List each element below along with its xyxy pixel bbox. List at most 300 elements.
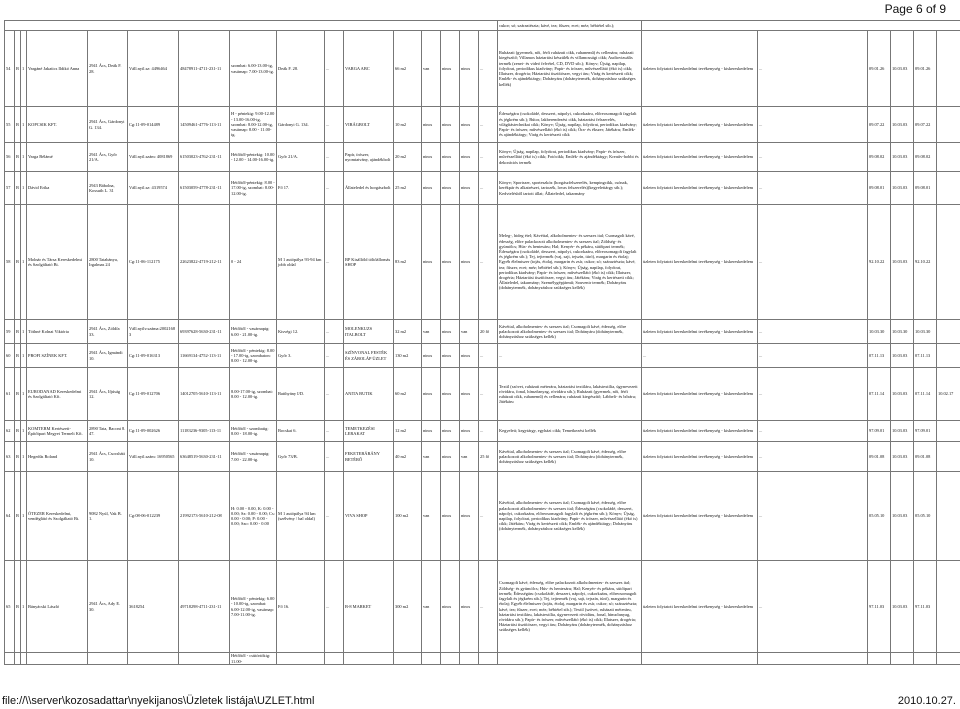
row-flag: B bbox=[15, 205, 21, 320]
shop-location: Gárdonyi G. 134. bbox=[277, 107, 325, 143]
flag-c3: nincs bbox=[460, 561, 479, 653]
goods-cell: Meleg-, hideg étel; Kávéital, alkoholmentes- és szeszes ital; Csomagolt kávé, édesség, előre palackozott alkoholmentes- és szeszes ital; Zöldség- és gyümölcs; Hús- és hentesáru; Hal; Kenyér- és pékáru, sütőipari termék; Édességáru (csokoládé, desszert, nápolyi, cukorkaáru, előreosomagolt fagylalt és jégkrém stb.); Tej, tejtermék (vaj, sajt, tejszín, túró), margarin és étolaj; Egyéb élelmiszer (tojás, étolaj, margarin és zsír, cukor; só; száraztészta; kávé, tea; fűszer, ecet; méz; bébiétel stb.); Könyv; Újság, napilap, folyóirat, periodikus kiadvány; Papír- és írószer, művészellátó (ékó is) cikk; Illatszer, drogéria; Háztartási tisztítószer, vegyi áru; Játékáru; Virág és kertészeti cikk; Állateledel, takarmány; Személygépjármű; Souvenir termék; Dohányáru (dohánytermék, dohányzáshoz szükséges kellék) bbox=[498, 205, 642, 320]
owner-name: Dávid Erika bbox=[27, 172, 88, 205]
location-extra: ... bbox=[325, 320, 344, 344]
date-2: 10.03.03 bbox=[891, 561, 914, 653]
date-3: 09.01.26 bbox=[914, 31, 937, 107]
date-2: 10.03.03 bbox=[891, 31, 914, 107]
flag-c2: nincs bbox=[441, 205, 460, 320]
table-row bbox=[5, 653, 960, 665]
date-3: 07.11.14 bbox=[914, 368, 937, 421]
date-4: 10.02.17 bbox=[937, 368, 960, 421]
activity-type: üzleten folytatott kereskedelmi tevékenység - kiskereskedelem bbox=[642, 442, 758, 472]
date-4 bbox=[937, 344, 960, 368]
location-extra: ... bbox=[325, 368, 344, 421]
tax-number: 48478911-4711-231-11 bbox=[179, 31, 230, 107]
opening-hours: szombat: 6.00-13.00-ig, vasárnap: 7.00-13.00-ig. bbox=[230, 31, 277, 107]
flag-c3 bbox=[460, 653, 479, 665]
activity-extra: ... bbox=[758, 172, 868, 205]
date-4 bbox=[937, 653, 960, 665]
row-flag: B bbox=[15, 421, 21, 442]
floor-area: 40 m2 bbox=[394, 442, 422, 472]
flag-c2: nincs bbox=[441, 344, 460, 368]
flag-c1: van bbox=[422, 320, 441, 344]
page-number: Page 6 of 9 bbox=[884, 2, 946, 16]
location-extra: ... bbox=[325, 143, 344, 172]
flag-c1: nincs bbox=[422, 205, 441, 320]
owner-name: PROFI SZÍNEK KFT. bbox=[27, 344, 88, 368]
date-2: 10.03.03 bbox=[891, 421, 914, 442]
flag-c4: ... bbox=[479, 368, 498, 421]
date-1: 07.11.13 bbox=[868, 344, 891, 368]
flag-c1 bbox=[422, 653, 441, 665]
registry-number: Váll.nyil.szám: 16950565 bbox=[128, 442, 179, 472]
date-2: 10.03.30 bbox=[891, 320, 914, 344]
tax-number: 49718298-4711-231-11 bbox=[179, 561, 230, 653]
flag-c3: nincs bbox=[460, 143, 479, 172]
floor-area: 32 m2 bbox=[394, 320, 422, 344]
tax-number: 14012705-5610-113-11 bbox=[179, 368, 230, 421]
flag-c2: nincs bbox=[441, 561, 460, 653]
flag-c4: ... bbox=[479, 143, 498, 172]
date-1: 09.08.02 bbox=[868, 143, 891, 172]
flag-c4: ... bbox=[479, 107, 498, 143]
row-flag: B bbox=[15, 107, 21, 143]
date-1: 09.01.08 bbox=[868, 442, 891, 472]
flag-c3: van bbox=[460, 320, 479, 344]
activity-extra: ... bbox=[758, 205, 868, 320]
table-row bbox=[5, 561, 960, 653]
date-2: 10.03.03 bbox=[891, 442, 914, 472]
goods-cell: Édességáru (csokoládé, desszert, nápolyi, cukorkaáru, előreosomagolt fagylalt és jégkrém stb.); Bútor, lakberendezési cikk, háztartási felszerelés, világítástechnikai cikk; Könyv; Újság, napilap, folyóirat, periodikus kiadvány; Papír- és írószer, művészellátó (ékó is) cikk; Óra- és ékszer; Játékáru; Emlék- és ajándéktárgy; Virág és kertészeti cikk bbox=[498, 107, 642, 143]
table-row bbox=[5, 143, 960, 172]
goods-cell: Könyv; Sportszer, sporteszköz (horgászfelszerelés, kempingcikk, csónak, kerékpár és alkatrészei, tartozék, lovas felszerelés)(kegyelettárgy stb.); Kedvtelésből tartott állat; Állateledel, takarmány bbox=[498, 172, 642, 205]
date-2: 10.03.03 bbox=[891, 368, 914, 421]
floor-area: 10 m2 bbox=[394, 107, 422, 143]
flag-c1: nincs bbox=[422, 368, 441, 421]
owner-name: Hegedűs Roland bbox=[27, 442, 88, 472]
row-number: 64 bbox=[5, 472, 15, 561]
owner-name: KOPCSIK KFT. bbox=[27, 107, 88, 143]
row-flag: B bbox=[15, 31, 21, 107]
shop-location: Győr 3. bbox=[277, 344, 325, 368]
registry-number: Cg:11-06-112175 bbox=[128, 205, 179, 320]
shop-name bbox=[344, 653, 394, 665]
activity-type: ... bbox=[642, 344, 758, 368]
row-flag: B bbox=[15, 561, 21, 653]
location-extra: ... bbox=[325, 421, 344, 442]
location-extra: ... bbox=[325, 172, 344, 205]
flag-c4: ... bbox=[479, 31, 498, 107]
flag-c2: nincs bbox=[441, 143, 460, 172]
row-number bbox=[5, 653, 15, 665]
flag-c1: van bbox=[422, 472, 441, 561]
flag-c1: van bbox=[422, 561, 441, 653]
date-4 bbox=[937, 107, 960, 143]
row-flag: B bbox=[15, 143, 21, 172]
flag-c4: 25 fő bbox=[479, 442, 498, 472]
floor-area: 25 m2 bbox=[394, 172, 422, 205]
tax-number: 69397628-5630-231-11 bbox=[179, 320, 230, 344]
shop-location: Batthyány I/D. bbox=[277, 368, 325, 421]
tax-number: 63648519-5630-231-11 bbox=[179, 442, 230, 472]
owner-address: 2941 Ács, Igmándi 10. bbox=[88, 344, 128, 368]
activity-extra: ... bbox=[758, 561, 868, 653]
owner-address: 2943 Bábolna, Kossuth L. 31 bbox=[88, 172, 128, 205]
date-3: 07.11.13 bbox=[914, 344, 937, 368]
flag-c2: nincs bbox=[441, 368, 460, 421]
flag-c1: van bbox=[422, 442, 441, 472]
date-3: 05.05.10 bbox=[914, 472, 937, 561]
tax-number: 61503023-4762-231-11 bbox=[179, 143, 230, 172]
flag-c2 bbox=[441, 653, 460, 665]
flag-c3: nincs bbox=[460, 107, 479, 143]
shop-name: VARGA ABC bbox=[344, 31, 394, 107]
flag-c3: nincs bbox=[460, 172, 479, 205]
activity-extra: ... bbox=[758, 368, 868, 421]
shop-name: FEKETEBÁRÁNY BETÉRŐ bbox=[344, 442, 394, 472]
floor-area: 66 m2 bbox=[394, 31, 422, 107]
floor-area: 20 m2 bbox=[394, 143, 422, 172]
flag-c3: nincs bbox=[460, 472, 479, 561]
owner-name: KOMTERM Kertészeti-Építőipari Megyei Termelt Kft. bbox=[27, 421, 88, 442]
owner-address: 2941 Ács, Ady E. 30. bbox=[88, 561, 128, 653]
table-row bbox=[5, 472, 960, 561]
floor-area: 60 m2 bbox=[394, 368, 422, 421]
owner-name: EURODANAD Kereskedelmi és Szolgáltató Kft. bbox=[27, 368, 88, 421]
table-row bbox=[5, 421, 960, 442]
flag-c4: ... bbox=[479, 472, 498, 561]
shop-location: Fő 17. bbox=[277, 172, 325, 205]
shop-name: MOLENKUZS ITALBOLT bbox=[344, 320, 394, 344]
date-3: 09.08.01 bbox=[914, 172, 937, 205]
tax-number: 22623822-4719-212-11 bbox=[179, 205, 230, 320]
registry-number: Cg:11-09-012706 bbox=[128, 368, 179, 421]
registry-number: Váll.nyil.sz: 4496464 bbox=[128, 31, 179, 107]
date-4 bbox=[937, 205, 960, 320]
tax-number: 11669134-4752-113-11 bbox=[179, 344, 230, 368]
row-col: 1 bbox=[21, 472, 27, 561]
activity-extra bbox=[758, 653, 868, 665]
activity-type: üzleten folytatott kereskedelmi tevékenység - kiskereskedelem bbox=[642, 421, 758, 442]
date-1 bbox=[868, 653, 891, 665]
goods-cell bbox=[498, 653, 642, 665]
activity-type: üzleten folytatott kereskedelmi tevékenység - kiskereskedelem bbox=[642, 31, 758, 107]
shop-name: TEMETKEZÉSI LERAKAT bbox=[344, 421, 394, 442]
opening-hours: H - péntekig: 9.00-12.00 - 13.00-16.00-ig, szombat: 8.00-12.00-ig, vasárnap: 8.00 - 11.00-ig. bbox=[230, 107, 277, 143]
flag-c3: nincs bbox=[460, 344, 479, 368]
floor-area: 300 m2 bbox=[394, 561, 422, 653]
registry-number: Váll.nyil.sz: 4319574 bbox=[128, 172, 179, 205]
flag-c2: nincs bbox=[441, 107, 460, 143]
table-row bbox=[5, 172, 960, 205]
registry-number: Cg:08-06-012239 bbox=[128, 472, 179, 561]
tax-number: 21992173-5610-212-08 bbox=[179, 472, 230, 561]
shop-location: M 1 autópálya 93-94 km jobb oldal bbox=[277, 205, 325, 320]
row-col: 1 bbox=[21, 172, 27, 205]
owner-address: 9082 Nyúl, Vak B. 1. bbox=[88, 472, 128, 561]
shop-location: Győr 21/A. bbox=[277, 143, 325, 172]
date-1: 97.09.01 bbox=[868, 421, 891, 442]
date-4 bbox=[937, 472, 960, 561]
date-1: 10.03.30 bbox=[868, 320, 891, 344]
row-col: 1 bbox=[21, 320, 27, 344]
shop-name: VIVA SHOP bbox=[344, 472, 394, 561]
flag-c3: van bbox=[460, 442, 479, 472]
activity-extra: ... bbox=[758, 344, 868, 368]
tax-number: 61503059-4778-231-11 bbox=[179, 172, 230, 205]
date-2 bbox=[891, 653, 914, 665]
flag-c4: ... bbox=[479, 344, 498, 368]
location-extra bbox=[325, 653, 344, 665]
flag-c4: ... bbox=[479, 172, 498, 205]
shop-location: Győr 73/B. bbox=[277, 442, 325, 472]
shop-location: M 1 autópálya 94 km (szélvény / bal oldal) bbox=[277, 472, 325, 561]
row-number: 63 bbox=[5, 442, 15, 472]
row-number: 57 bbox=[5, 172, 15, 205]
flag-c2: nincs bbox=[441, 31, 460, 107]
registry-number: Cg:11-09-002626 bbox=[128, 421, 179, 442]
table-row bbox=[5, 205, 960, 320]
shop-name: ANITA BUTIK bbox=[344, 368, 394, 421]
tax-number: 11183236-9305-113-11 bbox=[179, 421, 230, 442]
registry-number: Cg:11-09-014489 bbox=[128, 107, 179, 143]
flag-c1: nincs bbox=[422, 421, 441, 442]
flag-c2: nincs bbox=[441, 442, 460, 472]
flag-c1: nincs bbox=[422, 344, 441, 368]
print-date: 2010.10.27. bbox=[897, 695, 956, 707]
floor-area: 100 m2 bbox=[394, 472, 422, 561]
row-col: 1 bbox=[21, 143, 27, 172]
table-row bbox=[5, 320, 960, 344]
shop-name: Állateledel és horgászbolt bbox=[344, 172, 394, 205]
shop-name: Papír, írószer, nyomtatvány, ajándékbolt bbox=[344, 143, 394, 172]
floor-area bbox=[394, 653, 422, 665]
flag-c2: nincs bbox=[441, 320, 460, 344]
shop-register-sheet bbox=[4, 20, 956, 665]
row-flag: B bbox=[15, 172, 21, 205]
row-col: 1 bbox=[21, 368, 27, 421]
activity-extra: ... bbox=[758, 143, 868, 172]
activity-type: üzleten folytatott kereskedelmi tevékenység - kiskereskedelem bbox=[642, 205, 758, 320]
row-number: 58 bbox=[5, 205, 15, 320]
flag-c3: nincs bbox=[460, 368, 479, 421]
row-col: 1 bbox=[21, 31, 27, 107]
date-4 bbox=[937, 143, 960, 172]
owner-address bbox=[88, 653, 128, 665]
flag-c1: van bbox=[422, 31, 441, 107]
row-flag: B bbox=[15, 368, 21, 421]
goods-cell: cukor; só; száraztészta; kávé, tea; fűszer, ecet; méz; bébiétel stb.); bbox=[498, 21, 642, 31]
shop-location: Kisvégi 12. bbox=[277, 320, 325, 344]
goods-cell: Textil (szövet, ruházati méteráru, háztartási textiláru, lakástextília, úgynevezett rövidáru, fonal, hímzőanyag, rövidáru stb.); Ruházati (gyermek, női, férfi ruházati cikk, ruhanemű) és cellenáru; ruházati kiegészítő; Lábbeli- és bőráru; Játékáru bbox=[498, 368, 642, 421]
opening-hours: 8.00-17.00-ig, szombat: 8.00 - 12.00-ig. bbox=[230, 368, 277, 421]
location-extra: ... bbox=[325, 107, 344, 143]
registry-number: 3618254 bbox=[128, 561, 179, 653]
date-4 bbox=[937, 561, 960, 653]
floor-area: 12 m2 bbox=[394, 421, 422, 442]
date-1: 09.08.01 bbox=[868, 172, 891, 205]
opening-hours: Hétfőtől-péntekig: 10.00 - 12.00 - 14.00-16.00-ig. bbox=[230, 143, 277, 172]
owner-name: Tóthné Kolnai Viktória bbox=[27, 320, 88, 344]
shop-name: SZÍNVONAL FESTÉK ÉS ZÁROLÁP ÜZLET bbox=[344, 344, 394, 368]
date-4 bbox=[937, 320, 960, 344]
opening-hours: Hétfőtől - péntekig: 6.00 - 10.00-ig, szombat: 6.00-12.00-ig, vasárnap: 7.00-11.00-ig. bbox=[230, 561, 277, 653]
date-3: 09.07.22 bbox=[914, 107, 937, 143]
row-col: 1 bbox=[21, 442, 27, 472]
flag-c1: nincs bbox=[422, 143, 441, 172]
opening-hours: Hétfőtől-péntekig: 8.00 - 17.00-ig, szombat: 8.00-12.00-ig. bbox=[230, 172, 277, 205]
flag-c3: nincs bbox=[460, 205, 479, 320]
row-number: 62 bbox=[5, 421, 15, 442]
location-extra: ... bbox=[325, 442, 344, 472]
flag-c4: ... bbox=[479, 561, 498, 653]
activity-type: üzleten folytatott kereskedelmi tevékenység - kiskereskedelem bbox=[642, 172, 758, 205]
date-3: 09.01.08 bbox=[914, 442, 937, 472]
date-2: 10.03.03 bbox=[891, 344, 914, 368]
shop-location: Deák F. 28. bbox=[277, 31, 325, 107]
table-row bbox=[5, 31, 960, 107]
activity-extra: ... bbox=[758, 442, 868, 472]
table-row bbox=[5, 368, 960, 421]
activity-type: üzleten folytatott kereskedelmi tevékenység - kiskereskedelem bbox=[642, 368, 758, 421]
goods-cell: Csomagolt kávé, édesség, előre palackozott alkoholmentes- és szeszes ital; Zöldség- és gyümölcs; Hús- és hentesáru; Hal; Kenyér- és pékáru, sütőipari termék; Édességáru (csokoládé, desszert, nápolyi, cukorkaáru, előreosomagolt fagylalt és jégkrém stb.); Tej, tejtermék (vaj, sajt, tejszín, túró), margarin és étolaj; Egyéb élelmiszer (tojás, étolaj, margarin és zsír, cukor; só; száraztészta; kávé, tea; fűszer, ecet; méz; bébiétel stb.); Textil (szövet, ruházati méteráru, háztartási textiláru, lakástextília, úgynevezett rövidáru, fonal, hímzőanyag, rövidáru stb.); Papír- és írószer, művészellátó (ékó is) cikk; Illatszer, drogéria; Háztartási tisztítószer, vegyi áru; Dohányáru (dohánytermék, dohányzáshoz szükséges kellék) bbox=[498, 561, 642, 653]
date-3: 92.10.22 bbox=[914, 205, 937, 320]
goods-cell: Kegyeleti; kegytárgy, egyházi cikk; Temetkezési kellék bbox=[498, 421, 642, 442]
activity-type bbox=[642, 653, 758, 665]
opening-hours: Hétfőtől - vasárnapig: 7.00 - 22.00-ig. bbox=[230, 442, 277, 472]
goods-cell: ... bbox=[498, 344, 642, 368]
date-1: 97.11.03 bbox=[868, 561, 891, 653]
owner-name: ÖTEZER Kereskedelmi, vendéglátó és Szolgáltató Bt. bbox=[27, 472, 88, 561]
date-1: 92.10.22 bbox=[868, 205, 891, 320]
activity-extra: ... bbox=[758, 107, 868, 143]
date-2: 10.03.03 bbox=[891, 107, 914, 143]
shop-name: B-8 MARKET bbox=[344, 561, 394, 653]
shop-name: VIRÁGBOLT bbox=[344, 107, 394, 143]
flag-c4 bbox=[479, 653, 498, 665]
owner-name: Bányácski László bbox=[27, 561, 88, 653]
row-flag: B bbox=[15, 344, 21, 368]
date-3: 97.09.01 bbox=[914, 421, 937, 442]
activity-type: üzleten folytatott kereskedelmi tevékenység - kiskereskedelem bbox=[642, 561, 758, 653]
file-path: file://\\server\kozosadattar\nyekijanos\Üzletek listája\UZLET.html bbox=[2, 695, 315, 707]
top-goods-continuation-row bbox=[5, 21, 960, 31]
table-row bbox=[5, 442, 960, 472]
owner-name: Molnár és Társa Kereskedelmi és Szolgáltató Bt. bbox=[27, 205, 88, 320]
owner-name bbox=[27, 653, 88, 665]
row-flag: B bbox=[15, 442, 21, 472]
date-4 bbox=[937, 421, 960, 442]
opening-hours: Hétfőtől - szombatig: 8.00 - 18.00-ig. bbox=[230, 421, 277, 442]
shop-location bbox=[277, 653, 325, 665]
owner-address: 2941 Ács, Zöldfa 33. bbox=[88, 320, 128, 344]
location-extra: ... bbox=[325, 561, 344, 653]
row-number: 65 bbox=[5, 561, 15, 653]
opening-hours: 0 - 24 bbox=[230, 205, 277, 320]
date-3: 09.08.02 bbox=[914, 143, 937, 172]
row-number: 56 bbox=[5, 143, 15, 172]
opening-hours: Hétfőtől - csütörtökig: 11.00- bbox=[230, 653, 277, 665]
date-4 bbox=[937, 172, 960, 205]
row-col: 1 bbox=[21, 421, 27, 442]
owner-address: 2941 Ács, Csocsháti 10. bbox=[88, 442, 128, 472]
table-row bbox=[5, 344, 960, 368]
flag-c2: nincs bbox=[441, 421, 460, 442]
shop-location: Bocskai 6. bbox=[277, 421, 325, 442]
floor-area: 130 m2 bbox=[394, 344, 422, 368]
table-row bbox=[5, 107, 960, 143]
opening-hours: Hétfőtől - péntekig: 8.00 - 17.00-ig, szombaton: 8.00 - 12.00-ig. bbox=[230, 344, 277, 368]
row-number: 60 bbox=[5, 344, 15, 368]
owner-name: Vargáné Jakatics Ildikó Anna bbox=[27, 31, 88, 107]
row-number: 55 bbox=[5, 107, 15, 143]
date-3: 10.03.30 bbox=[914, 320, 937, 344]
flag-c1: nincs bbox=[422, 172, 441, 205]
goods-cell: Kávéital, alkoholmentes- és szeszes ital; Csomagolt kávé, édesség, előre palackozott alkoholmentes- és szeszes ital; Édességáru (csokoládé, desszert, nápolyi, cukorkaáru, előreosomagolt fagylalt és jégkrém stb.); Könyv; Újság, napilap, folyóirat, periodikus kiadvány; Papír- és írószer, művészellátó (ékó is) cikk; Játékáru; Virág és kertészeti cikk; Emlék- és ajándéktárgy; Dohányáru (dohánytermék, dohányzáshoz szükséges kellék) bbox=[498, 472, 642, 561]
location-extra: ... bbox=[325, 31, 344, 107]
row-flag: B bbox=[15, 320, 21, 344]
date-2: 10.03.03 bbox=[891, 172, 914, 205]
row-col: 1 bbox=[21, 561, 27, 653]
date-1: 09.07.22 bbox=[868, 107, 891, 143]
row-number: 54 bbox=[5, 31, 15, 107]
activity-extra: ... bbox=[758, 421, 868, 442]
flag-c2: nincs bbox=[441, 172, 460, 205]
opening-hours: Hétfőtől - vasárnapig: 6.00 - 21.00-ig. bbox=[230, 320, 277, 344]
goods-cell: Ruházati (gyermek, női, férfi ruházati cikk, ruhanemű) és cellenáru; ruházati kiegészítő; Villamos háztartási készülék és villamossági cikk; Audiovizuális termék (zenei- és videó felvétel, CD, DVD stb.); Könyv; Újság, napilap, folyóirat, periodikus kiadvány; Papír- és írószer, művészellátó (ékó is) cikk; Illatszer, drogéria; Háztartási tisztítószer, vegyi áru; Virág és kertészeti cikk; Emlék- és ajándéktárgy; Dohányáru (dohánytermék, dohányzáshoz szükséges kellék) bbox=[498, 31, 642, 107]
row-number: 59 bbox=[5, 320, 15, 344]
registry-number bbox=[128, 653, 179, 665]
owner-address: 2800 Tatabánya, Irgalmas 24 bbox=[88, 205, 128, 320]
row-col: 1 bbox=[21, 107, 27, 143]
date-4 bbox=[937, 31, 960, 107]
registry-number: Váll.nyil.szám: 4081869 bbox=[128, 143, 179, 172]
flag-c2: nincs bbox=[441, 472, 460, 561]
location-extra: ... bbox=[325, 344, 344, 368]
tax-number bbox=[179, 653, 230, 665]
location-extra: ... bbox=[325, 205, 344, 320]
flag-c4: ... bbox=[479, 421, 498, 442]
flag-c1: nincs bbox=[422, 107, 441, 143]
shop-name: BP Kisállóld töltőállomás SHOP bbox=[344, 205, 394, 320]
row-col: 1 bbox=[21, 205, 27, 320]
date-4 bbox=[937, 442, 960, 472]
activity-extra: ... bbox=[758, 320, 868, 344]
goods-cell: Kávéital, alkoholmentes- és szeszes ital; Csomagolt kávé, édesség, előre palackozott alkoholmentes- és szeszes ital; Dohányáru (dohánytermék, dohányzáshoz szükséges kellék) bbox=[498, 442, 642, 472]
flag-c4: 20 fő bbox=[479, 320, 498, 344]
activity-extra: ... bbox=[758, 472, 868, 561]
owner-name: Varga Bélámé bbox=[27, 143, 88, 172]
goods-cell: Kávéital, alkoholmentes- és szeszes ital; Csomagolt kávé, édesség, előre palackozott alkoholmentes- és szeszes ital; Dohányáru (dohánytermék, dohányzáshoz szükséges kellék) bbox=[498, 320, 642, 344]
owner-address: 2941 Ács, Ifjúság 12. bbox=[88, 368, 128, 421]
owner-address: 2941 Ács, Gárdonyi G. 134. bbox=[88, 107, 128, 143]
flag-c3: nincs bbox=[460, 421, 479, 442]
date-1: 07.11.14 bbox=[868, 368, 891, 421]
shop-register-table bbox=[4, 20, 960, 665]
date-2: 10.03.03 bbox=[891, 472, 914, 561]
row-col: 1 bbox=[21, 344, 27, 368]
date-2: 10.03.03 bbox=[891, 205, 914, 320]
activity-type: üzleten folytatott kereskedelmi tevékenység - kiskereskedelem bbox=[642, 320, 758, 344]
date-3 bbox=[914, 653, 937, 665]
registry-number: Cg:11-09-016313 bbox=[128, 344, 179, 368]
date-1: 05.05.10 bbox=[868, 472, 891, 561]
tax-number: 14509461-4776-113-11 bbox=[179, 107, 230, 143]
owner-address: 2941 Ács, Deák F. 28. bbox=[88, 31, 128, 107]
registry-number: Váll.nyilv.száma:20021683 bbox=[128, 320, 179, 344]
activity-type: üzleten folytatott kereskedelmi tevékenység - kiskereskedelem bbox=[642, 107, 758, 143]
